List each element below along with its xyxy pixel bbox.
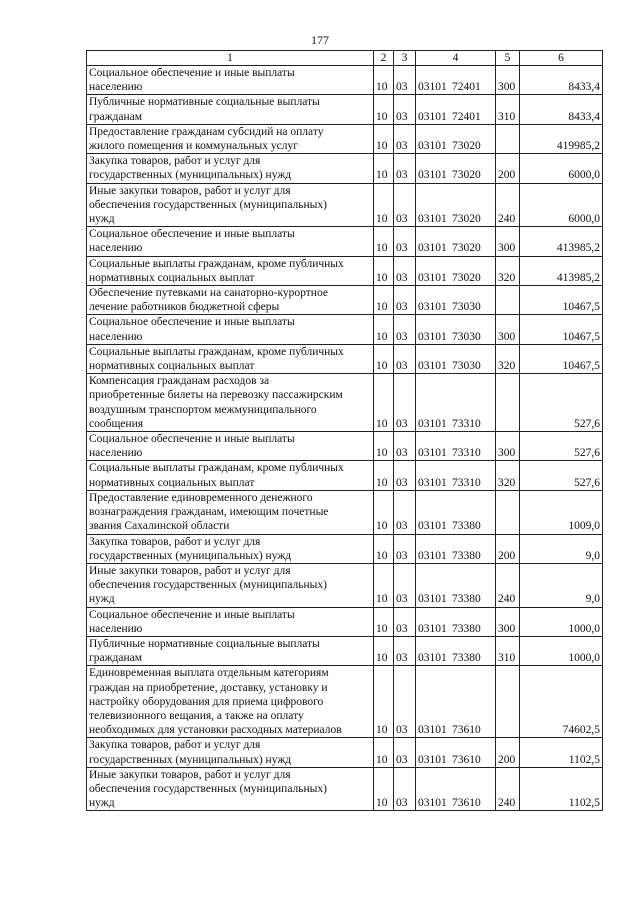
program-code: 03101 [418, 330, 447, 343]
table-row [87, 738, 603, 767]
section-code: 10 [374, 154, 394, 183]
direction-code: 73030 [452, 301, 481, 314]
section-code: 10 [374, 563, 394, 607]
column-header: 1 [87, 51, 374, 66]
direction-code: 73380 [452, 622, 481, 635]
row-description [87, 315, 374, 344]
section-code: 10 [374, 315, 394, 344]
program-code: 03101 [418, 724, 447, 737]
direction-code: 72401 [452, 81, 481, 94]
table-row [87, 563, 603, 607]
expense-type-code: 320 [496, 344, 520, 373]
direction-code: 73380 [452, 593, 481, 606]
description-line: нужд [89, 797, 115, 810]
expense-type-code [496, 490, 520, 534]
amount-value: 527,6 [520, 432, 603, 461]
section-code: 10 [374, 66, 394, 95]
target-article-code [416, 767, 496, 811]
expense-type-code: 240 [496, 183, 520, 227]
description-line: Предоставление единовременного денежного [89, 491, 313, 504]
section-code: 10 [374, 256, 394, 285]
target-article-code [416, 124, 496, 153]
section-code: 10 [374, 286, 394, 315]
description-line: нормативных социальных выплат [89, 271, 255, 284]
subsection-code: 03 [394, 95, 416, 124]
program-code: 03101 [418, 797, 447, 810]
program-code: 03101 [418, 271, 447, 284]
description-line: Иные закупки товаров, работ и услуг для [89, 768, 291, 781]
description-line: Закупка товаров, работ и услуг для [89, 155, 261, 168]
section-code: 10 [374, 738, 394, 767]
program-code: 03101 [418, 549, 447, 562]
subsection-code: 03 [394, 563, 416, 607]
subsection-code: 03 [394, 432, 416, 461]
description-line: Иные закупки товаров, работ и услуг для [89, 184, 291, 197]
amount-value: 10467,5 [520, 286, 603, 315]
description-line: Иные закупки товаров, работ и услуг для [89, 564, 291, 577]
row-description [87, 286, 374, 315]
description-line: населению [89, 622, 143, 635]
row-description [87, 738, 374, 767]
description-line: обеспечения государственных (муниципальных) [89, 579, 327, 592]
table-row [87, 95, 603, 124]
direction-code: 73310 [452, 476, 481, 489]
description-line: приобретенные билеты на перевозку пассажирским [89, 389, 343, 402]
column-header: 4 [416, 51, 496, 66]
description-line: Социальное обеспечение и иные выплаты [89, 67, 295, 79]
column-header: 2 [374, 51, 394, 66]
description-line: гражданам [89, 652, 143, 665]
target-article-code [416, 534, 496, 563]
subsection-code: 03 [394, 124, 416, 153]
row-description [87, 563, 374, 607]
description-line: жилого помещения и коммунальных услуг [89, 140, 298, 153]
target-article-code [416, 183, 496, 227]
target-article-code [416, 256, 496, 285]
expense-type-code: 200 [496, 154, 520, 183]
column-header: 5 [496, 51, 520, 66]
description-line: гражданам [89, 110, 143, 123]
section-code: 10 [374, 534, 394, 563]
section-code: 10 [374, 636, 394, 665]
expense-type-code: 300 [496, 315, 520, 344]
description-line: Социальное обеспечение и иные выплаты [89, 228, 295, 241]
table-row [87, 256, 603, 285]
description-line: населению [89, 330, 143, 343]
expense-type-code: 300 [496, 227, 520, 256]
target-article-code [416, 607, 496, 636]
expense-type-code: 300 [496, 66, 520, 95]
target-article-code [416, 95, 496, 124]
column-header: 6 [520, 51, 603, 66]
table-row [87, 636, 603, 665]
subsection-code: 03 [394, 490, 416, 534]
row-description [87, 66, 374, 95]
description-line: Единовременная выплата отдельным категориям [89, 667, 329, 680]
target-article-code [416, 66, 496, 95]
direction-code: 73020 [452, 140, 481, 153]
table-row [87, 490, 603, 534]
row-description [87, 256, 374, 285]
expense-type-code [496, 286, 520, 315]
description-line: звания Сахалинской области [89, 520, 230, 533]
budget-table [86, 50, 603, 811]
description-line: необходимых для установки расходных материалов [89, 724, 342, 737]
description-line: лечение работников бюджетной сферы [89, 301, 280, 314]
target-article-code [416, 636, 496, 665]
subsection-code: 03 [394, 286, 416, 315]
section-code: 10 [374, 432, 394, 461]
direction-code: 73380 [452, 652, 481, 665]
program-code: 03101 [418, 476, 447, 489]
program-code: 03101 [418, 81, 447, 94]
table-row [87, 124, 603, 153]
section-code: 10 [374, 227, 394, 256]
amount-value: 1102,5 [520, 738, 603, 767]
expense-type-code [496, 124, 520, 153]
expense-type-code: 200 [496, 738, 520, 767]
row-description [87, 154, 374, 183]
description-line: Социальные выплаты гражданам, кроме публичных [89, 257, 344, 270]
description-line: нужд [89, 593, 115, 606]
amount-value: 419985,2 [520, 124, 603, 153]
row-description [87, 461, 374, 490]
amount-value: 413985,2 [520, 256, 603, 285]
description-line: населению [89, 81, 143, 94]
subsection-code: 03 [394, 154, 416, 183]
description-line: нормативных социальных выплат [89, 360, 255, 373]
amount-value: 1102,5 [520, 767, 603, 811]
table-row [87, 534, 603, 563]
description-line: воздушным транспортом межмуниципального [89, 403, 317, 416]
row-description [87, 124, 374, 153]
expense-type-code: 240 [496, 767, 520, 811]
direction-code: 73380 [452, 520, 481, 533]
description-line: граждан на приобретение, доставку, установку и [89, 681, 328, 694]
expense-type-code: 200 [496, 534, 520, 563]
direction-code: 73610 [452, 724, 481, 737]
direction-code: 73020 [452, 213, 481, 226]
direction-code: 73310 [452, 447, 481, 460]
subsection-code: 03 [394, 534, 416, 563]
section-code: 10 [374, 767, 394, 811]
row-description [87, 227, 374, 256]
program-code: 03101 [418, 213, 447, 226]
table-row [87, 374, 603, 432]
amount-value: 6000,0 [520, 154, 603, 183]
amount-value: 74602,5 [520, 666, 603, 738]
description-line: Социальное обеспечение и иные выплаты [89, 316, 295, 329]
program-code: 03101 [418, 593, 447, 606]
target-article-code [416, 432, 496, 461]
expense-type-code: 320 [496, 461, 520, 490]
subsection-code: 03 [394, 66, 416, 95]
amount-value: 9,0 [520, 563, 603, 607]
description-line: сообщения [89, 417, 144, 430]
subsection-code: 03 [394, 256, 416, 285]
direction-code: 73030 [452, 360, 481, 373]
amount-value: 10467,5 [520, 315, 603, 344]
target-article-code [416, 374, 496, 432]
table-row [87, 666, 603, 738]
column-header: 3 [394, 51, 416, 66]
description-line: Закупка товаров, работ и услуг для [89, 739, 261, 752]
description-line: Социальное обеспечение и иные выплаты [89, 608, 295, 621]
table-row [87, 154, 603, 183]
row-description [87, 374, 374, 432]
expense-type-code: 300 [496, 607, 520, 636]
section-code: 10 [374, 183, 394, 227]
table-row [87, 432, 603, 461]
expense-type-code [496, 374, 520, 432]
description-line: Обеспечение путевками на санаторно-курортное [89, 287, 328, 300]
program-code: 03101 [418, 301, 447, 314]
table-row [87, 66, 603, 95]
program-code: 03101 [418, 169, 447, 182]
row-description [87, 490, 374, 534]
section-code: 10 [374, 95, 394, 124]
section-code: 10 [374, 666, 394, 738]
table-row [87, 607, 603, 636]
program-code: 03101 [418, 622, 447, 635]
table-row [87, 183, 603, 227]
description-line: Социальные выплаты гражданам, кроме публичных [89, 462, 344, 475]
table-row [87, 461, 603, 490]
expense-type-code [496, 666, 520, 738]
target-article-code [416, 461, 496, 490]
description-line: Публичные нормативные социальные выплаты [89, 637, 320, 650]
expense-type-code: 310 [496, 636, 520, 665]
program-code: 03101 [418, 140, 447, 153]
subsection-code: 03 [394, 374, 416, 432]
direction-code: 73020 [452, 169, 481, 182]
table-row [87, 767, 603, 811]
target-article-code [416, 227, 496, 256]
target-article-code [416, 286, 496, 315]
program-code: 03101 [418, 242, 447, 255]
row-description [87, 534, 374, 563]
row-description [87, 344, 374, 373]
description-line: Публичные нормативные социальные выплаты [89, 96, 320, 109]
description-line: государственных (муниципальных) нужд [89, 753, 292, 766]
expense-type-code: 240 [496, 563, 520, 607]
program-code: 03101 [418, 417, 447, 430]
description-line: настройку оборудования для приема цифрового [89, 695, 324, 708]
section-code: 10 [374, 374, 394, 432]
row-description [87, 666, 374, 738]
target-article-code [416, 666, 496, 738]
expense-type-code: 320 [496, 256, 520, 285]
target-article-code [416, 154, 496, 183]
row-description [87, 432, 374, 461]
subsection-code: 03 [394, 461, 416, 490]
description-line: обеспечения государственных (муниципальных) [89, 198, 327, 211]
program-code: 03101 [418, 360, 447, 373]
expense-type-code: 310 [496, 95, 520, 124]
table-row [87, 315, 603, 344]
direction-code: 72401 [452, 110, 481, 123]
description-line: вознаграждения гражданам, имеющим почетные [89, 506, 329, 519]
page-number: 177 [311, 33, 329, 47]
target-article-code [416, 563, 496, 607]
section-code: 10 [374, 344, 394, 373]
expense-type-code: 300 [496, 432, 520, 461]
amount-value: 527,6 [520, 461, 603, 490]
description-line: государственных (муниципальных) нужд [89, 169, 292, 182]
subsection-code: 03 [394, 344, 416, 373]
row-description [87, 607, 374, 636]
direction-code: 73020 [452, 242, 481, 255]
program-code: 03101 [418, 520, 447, 533]
direction-code: 73610 [452, 753, 481, 766]
amount-value: 1000,0 [520, 636, 603, 665]
amount-value: 8433,4 [520, 95, 603, 124]
amount-value: 413985,2 [520, 227, 603, 256]
subsection-code: 03 [394, 315, 416, 344]
description-line: Социальное обеспечение и иные выплаты [89, 433, 295, 446]
description-line: Предоставление гражданам субсидий на оплату [89, 125, 324, 138]
direction-code: 73020 [452, 271, 481, 284]
subsection-code: 03 [394, 666, 416, 738]
table-row [87, 286, 603, 315]
direction-code: 73380 [452, 549, 481, 562]
program-code: 03101 [418, 447, 447, 460]
description-line: Закупка товаров, работ и услуг для [89, 535, 261, 548]
description-line: Социальные выплаты гражданам, кроме публичных [89, 345, 344, 358]
description-line: нормативных социальных выплат [89, 476, 255, 489]
description-line: населению [89, 447, 143, 460]
table-header-row [87, 51, 603, 66]
description-line: Компенсация гражданам расходов за [89, 375, 270, 388]
program-code: 03101 [418, 753, 447, 766]
row-description [87, 95, 374, 124]
section-code: 10 [374, 607, 394, 636]
subsection-code: 03 [394, 738, 416, 767]
target-article-code [416, 490, 496, 534]
program-code: 03101 [418, 652, 447, 665]
amount-value: 8433,4 [520, 66, 603, 95]
description-line: государственных (муниципальных) нужд [89, 549, 292, 562]
subsection-code: 03 [394, 227, 416, 256]
direction-code: 73030 [452, 330, 481, 343]
target-article-code [416, 344, 496, 373]
amount-value: 10467,5 [520, 344, 603, 373]
program-code: 03101 [418, 110, 447, 123]
table-row [87, 227, 603, 256]
table-row [87, 344, 603, 373]
amount-value: 6000,0 [520, 183, 603, 227]
row-description [87, 767, 374, 811]
table-body [87, 66, 603, 811]
section-code: 10 [374, 461, 394, 490]
section-code: 10 [374, 124, 394, 153]
row-description [87, 636, 374, 665]
subsection-code: 03 [394, 767, 416, 811]
amount-value: 1000,0 [520, 607, 603, 636]
amount-value: 9,0 [520, 534, 603, 563]
row-description [87, 183, 374, 227]
subsection-code: 03 [394, 183, 416, 227]
description-line: обеспечения государственных (муниципальных) [89, 782, 327, 795]
description-line: населению [89, 242, 143, 255]
direction-code: 73310 [452, 417, 481, 430]
direction-code: 73610 [452, 797, 481, 810]
description-line: нужд [89, 213, 115, 226]
subsection-code: 03 [394, 607, 416, 636]
section-code: 10 [374, 490, 394, 534]
amount-value: 1009,0 [520, 490, 603, 534]
target-article-code [416, 738, 496, 767]
amount-value: 527,6 [520, 374, 603, 432]
subsection-code: 03 [394, 636, 416, 665]
target-article-code [416, 315, 496, 344]
description-line: телевизионного вещания, а также на оплату [89, 709, 304, 722]
